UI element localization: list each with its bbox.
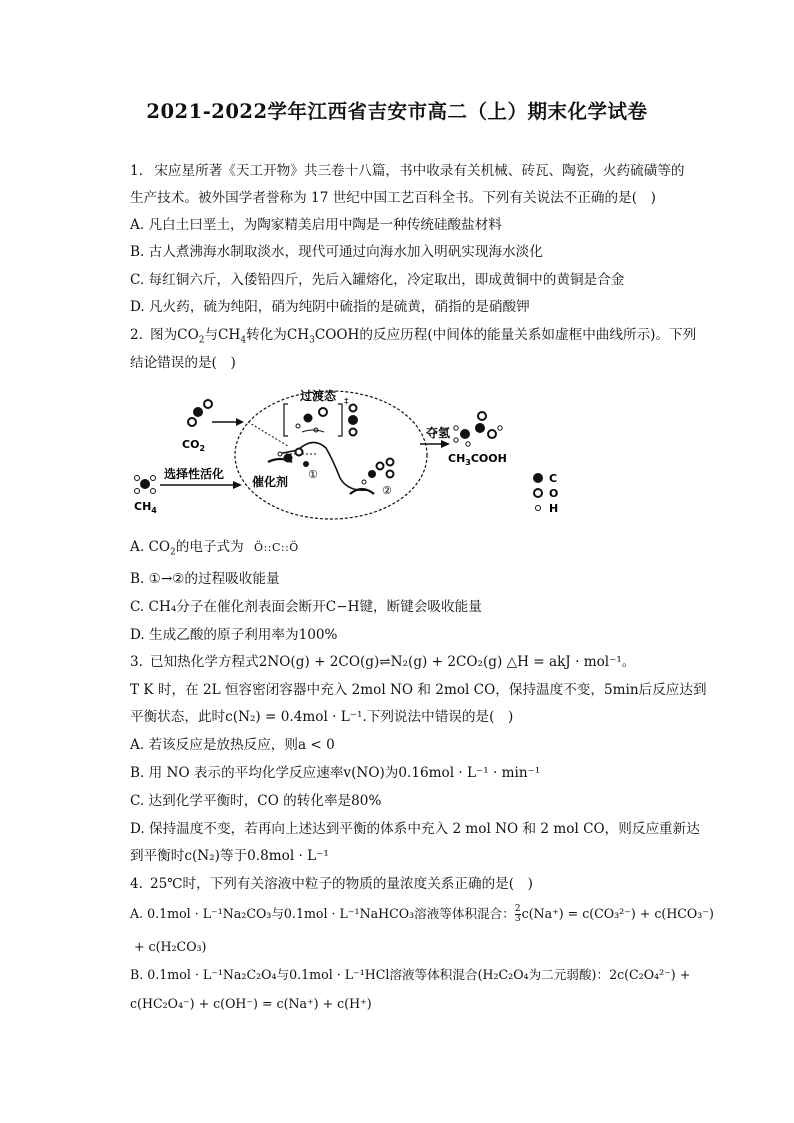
q2-stem-line1: 2. 图为$CO_2$与$CH_4$转化为$CH_3COOH$的反应历程(中间体的能量关系如虚框中曲线所示)。下列 <box>130 327 697 346</box>
q2-option-d: D. 生成乙酸的原子利用率为100% <box>130 627 338 643</box>
q4-option-b-line2: c(HC₂O₄⁻) + c(OH⁻) = c(Na⁺) + c(H⁺) <box>130 996 372 1011</box>
q2-option-a: A. $CO_2$的电子式为 Ö::C::Ö <box>130 539 299 558</box>
q3-option-d-line1: D. 保持温度不变，若再向上述达到平衡的体系中充入 2 mol NO 和 2 mol CO，则反应重新达 <box>130 821 700 837</box>
page-title: 2021-2022学年江西省吉安市高二（上）期末化学试卷 <box>146 100 648 123</box>
q3-option-a: A. 若该反应是放热反应，则a < 0 <box>130 737 335 753</box>
double-dagger-icon: ‡ <box>344 397 349 407</box>
fraction: $\frac{2}{3}$ <box>514 904 521 924</box>
ch4-label: $CH_4$ <box>134 500 157 515</box>
carbon-legend-icon <box>533 473 543 483</box>
dotted-guide <box>248 422 288 446</box>
bracket-right <box>338 404 342 436</box>
reaction-boundary <box>235 391 427 519</box>
q2-stem-line2: 结论错误的是( ) <box>130 355 236 371</box>
q3-option-c: C. 达到化学平衡时，CO 的转化率是80% <box>130 793 382 809</box>
arrow-head-icon <box>233 481 242 489</box>
q1-stem-line2: 生产技术。被外国学者誉称为 17 世纪中国工艺百科全书。下列有关说法不正确的是( ) <box>130 190 656 206</box>
q3-stem-line2: T K 时，在 2L 恒容密闭容器中充入 2mol NO 和 2mol CO，保持温度不变，5min后反应达到 <box>130 682 707 698</box>
legend-o-label: O <box>549 487 559 500</box>
arrow-head-icon <box>236 418 244 426</box>
arrow-head-icon <box>441 440 450 448</box>
q3-stem-line3: 平衡状态，此时c(N₂) = 0.4mol · L⁻¹.下列说法中错误的是( ) <box>130 709 514 725</box>
q4-number: 4. <box>130 876 143 892</box>
acetic-acid-molecule-icon <box>454 412 502 446</box>
q2-option-b: B. ①→②的过程吸收能量 <box>130 571 280 587</box>
q3-number: 3. <box>130 654 143 670</box>
hydrogen-legend-icon <box>536 506 541 511</box>
intermediate-molecule-icon <box>362 459 394 485</box>
q1-number: 1. <box>130 163 143 179</box>
legend-h-label: H <box>549 502 559 515</box>
co2-molecule-icon <box>188 400 212 426</box>
h-removal-label: 夺氢 <box>426 426 451 440</box>
transition-state-label: 过渡态 <box>300 389 337 403</box>
acetic-acid-label: $CH_3COOH$ <box>448 452 507 467</box>
legend-c-label: C <box>549 472 558 485</box>
q3-option-d-line2: 到平衡时c(N₂)等于0.8mol · L⁻¹ <box>130 848 329 864</box>
q2-number: 2. <box>130 327 143 343</box>
energy-curve <box>278 442 368 490</box>
q4-option-a-line2: + c(H₂CO₃) <box>134 939 207 954</box>
q3-stem-line1: 3. 已知热化学方程式2NO(g) + 2CO(g)⇌N₂(g) + 2CO₂(g) △H = akJ · mol⁻¹。 <box>130 654 636 670</box>
co2-adsorbed-icon <box>348 405 358 436</box>
q4-option-b-line1: B. 0.1mol · L⁻¹Na₂C₂O₄与0.1mol · L⁻¹HCl溶液等体积混合(H₂C₂O₄为二元弱酸)：2c(C₂O₄²⁻) + <box>130 967 691 982</box>
transition-state-molecule-icon <box>296 408 327 432</box>
q4-stem: 4. 25℃时，下列有关溶液中粒子的物质的量浓度关系正确的是( ) <box>130 876 533 892</box>
q1-stem-line1: 1. 宋应星所著《天工开物》共三卷十八篇，书中收录有关机械、砖瓦、陶瓷，火药硫磺等的 <box>130 163 685 179</box>
state-1-label: ① <box>308 468 318 481</box>
q4-option-a-line1: A. 0.1mol · L⁻¹Na₂CO₃与0.1mol · L⁻¹NaHCO₃溶液等体积混合： $\frac{2}{3}$ c(Na⁺) = c(CO₃²⁻) + c(HCO₃⁻) <box>130 904 714 924</box>
reaction-pathway-diagram <box>128 382 598 522</box>
q1-option-a: A. 凡白土曰垩土，为陶家精美启用中陶是一种传统硅酸盐材料 <box>130 217 502 233</box>
catalyst-label: 催化剂 <box>252 475 289 489</box>
q1-option-b: B. 古人煮沸海水制取淡水，现代可通过向海水加入明矾实现海水淡化 <box>130 244 543 260</box>
state-2-label: ② <box>382 484 392 497</box>
q2-option-c: C. CH₄分子在催化剂表面会断开C−H键，断键会吸收能量 <box>130 599 482 615</box>
selective-activation-label: 选择性活化 <box>164 467 225 481</box>
q1-option-d: D. 凡火药，硫为纯阳，硝为纯阴中硫指的是硫黄，硝指的是硝酸钾 <box>130 299 530 315</box>
ch4-molecule-icon <box>135 476 156 494</box>
q1-option-c: C. 每红铜六斤，入倭铅四斤，先后入罐熔化，冷定取出，即成黄铜中的黄铜是合金 <box>130 272 625 288</box>
co2-label: $CO_2$ <box>182 438 206 453</box>
bracket-left <box>284 404 288 436</box>
q3-option-b: B. 用 NO 表示的平均化学反应速率v(NO)为0.16mol · L⁻¹ · min⁻¹ <box>130 765 541 781</box>
co2-electron-formula: Ö::C::Ö <box>254 541 299 554</box>
oxygen-legend-icon <box>534 489 542 497</box>
atom-legend <box>533 472 558 515</box>
